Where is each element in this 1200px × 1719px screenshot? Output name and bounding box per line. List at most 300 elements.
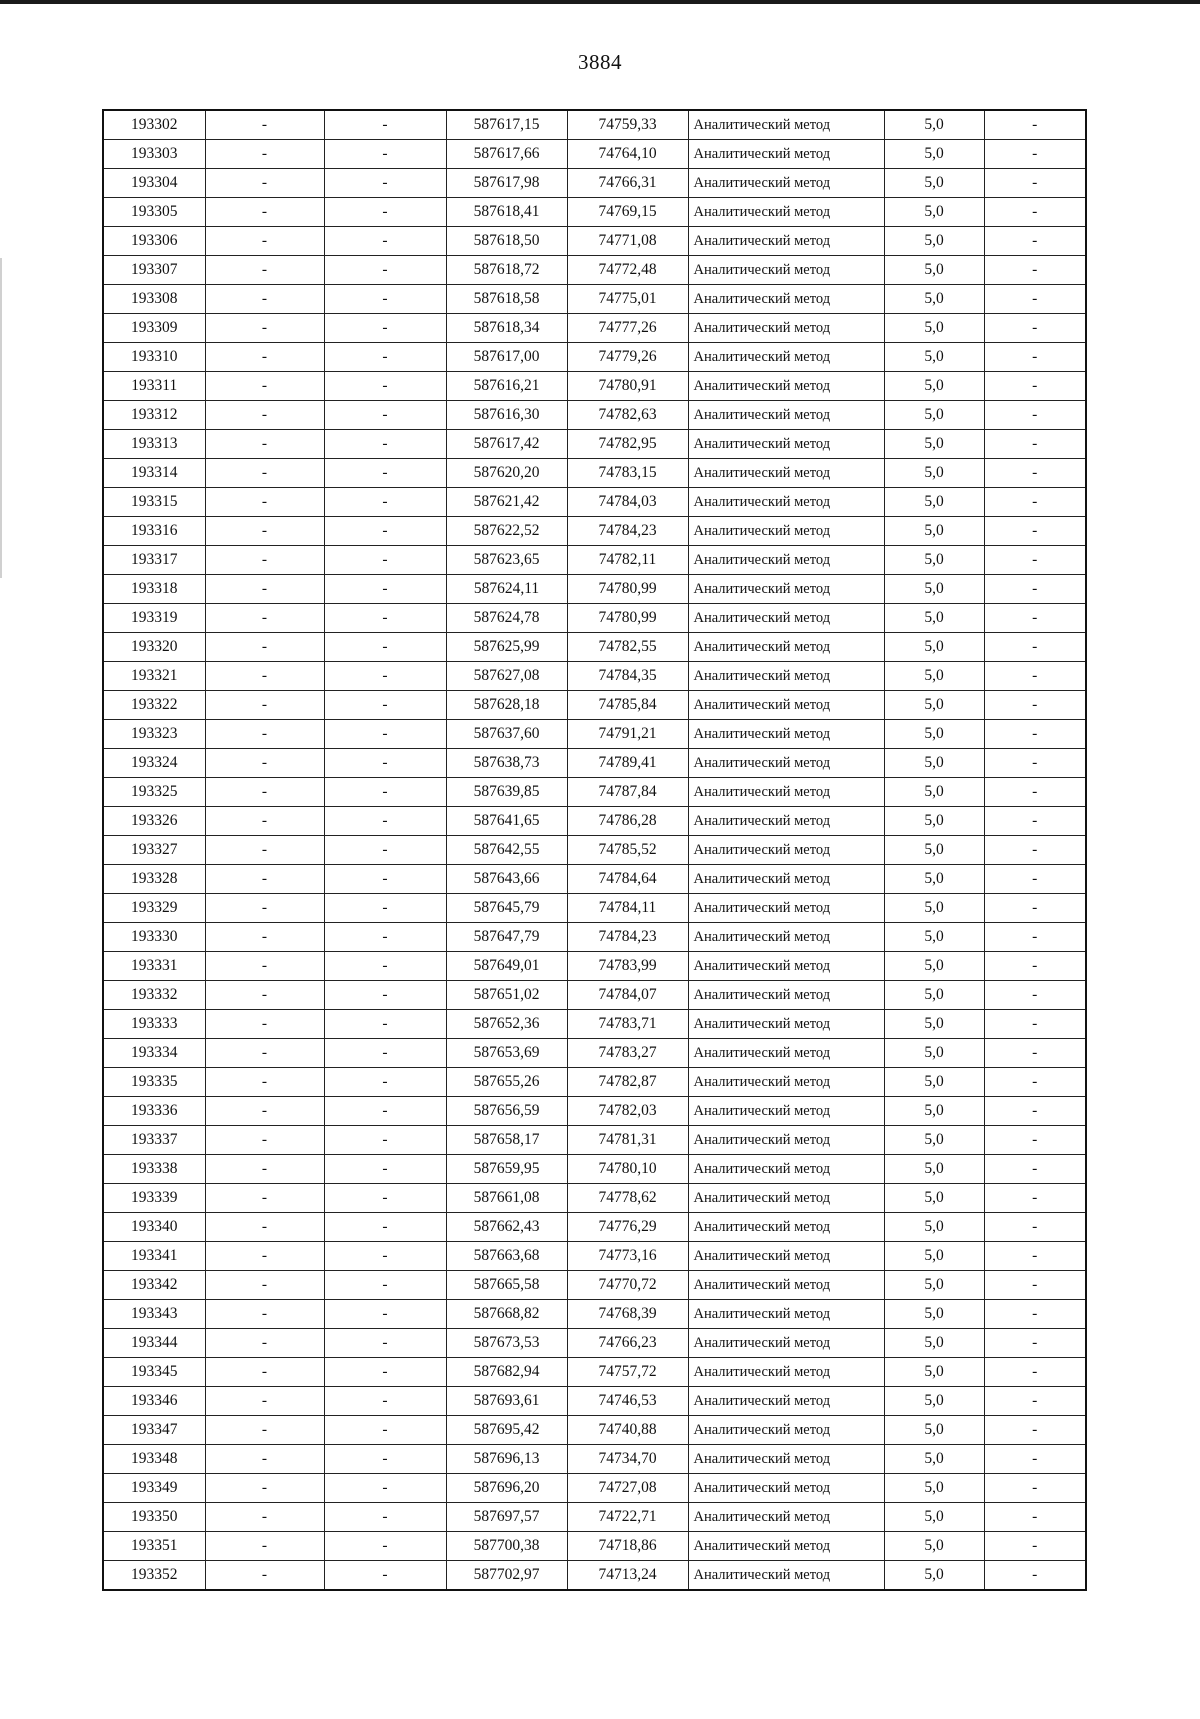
cell-coord-x: 587652,36 (446, 1010, 567, 1039)
cell-col-3: - (324, 575, 446, 604)
cell-col-2: - (205, 1213, 324, 1242)
cell-method: Аналитический метод (688, 169, 884, 198)
cell-coord-y: 74784,03 (567, 488, 688, 517)
table-row (103, 662, 1086, 691)
table-row (103, 720, 1086, 749)
cell-col-2: - (205, 169, 324, 198)
cell-method: Аналитический метод (688, 1126, 884, 1155)
cell-note: - (984, 1416, 1086, 1445)
cell-coord-x: 587617,98 (446, 169, 567, 198)
table-row (103, 633, 1086, 662)
cell-method: Аналитический метод (688, 1068, 884, 1097)
cell-point-id: 193340 (103, 1213, 205, 1242)
cell-point-id: 193302 (103, 110, 205, 140)
cell-method: Аналитический метод (688, 517, 884, 546)
cell-point-id: 193312 (103, 401, 205, 430)
cell-point-id: 193323 (103, 720, 205, 749)
cell-precision: 5,0 (884, 488, 984, 517)
cell-coord-y: 74784,64 (567, 865, 688, 894)
cell-coord-y: 74785,84 (567, 691, 688, 720)
table-row (103, 459, 1086, 488)
cell-coord-x: 587623,65 (446, 546, 567, 575)
scan-top-edge (0, 0, 1200, 4)
cell-precision: 5,0 (884, 256, 984, 285)
cell-point-id: 193333 (103, 1010, 205, 1039)
cell-note: - (984, 1474, 1086, 1503)
cell-note: - (984, 894, 1086, 923)
cell-col-3: - (324, 459, 446, 488)
cell-precision: 5,0 (884, 314, 984, 343)
cell-precision: 5,0 (884, 140, 984, 169)
table-row (103, 1213, 1086, 1242)
table-row (103, 517, 1086, 546)
cell-col-2: - (205, 1068, 324, 1097)
cell-precision: 5,0 (884, 1300, 984, 1329)
cell-coord-y: 74722,71 (567, 1503, 688, 1532)
cell-point-id: 193352 (103, 1561, 205, 1591)
cell-col-2: - (205, 894, 324, 923)
cell-method: Аналитический метод (688, 256, 884, 285)
cell-note: - (984, 1097, 1086, 1126)
cell-precision: 5,0 (884, 1068, 984, 1097)
cell-precision: 5,0 (884, 1242, 984, 1271)
cell-col-3: - (324, 285, 446, 314)
table-row (103, 488, 1086, 517)
table-row (103, 1126, 1086, 1155)
cell-precision: 5,0 (884, 720, 984, 749)
cell-coord-y: 74775,01 (567, 285, 688, 314)
cell-col-2: - (205, 1561, 324, 1591)
cell-col-2: - (205, 749, 324, 778)
cell-note: - (984, 227, 1086, 256)
cell-col-3: - (324, 343, 446, 372)
cell-col-3: - (324, 865, 446, 894)
cell-point-id: 193331 (103, 952, 205, 981)
cell-coord-y: 74784,35 (567, 662, 688, 691)
table-row (103, 778, 1086, 807)
cell-col-3: - (324, 1213, 446, 1242)
cell-col-2: - (205, 1242, 324, 1271)
cell-precision: 5,0 (884, 459, 984, 488)
cell-note: - (984, 604, 1086, 633)
cell-note: - (984, 343, 1086, 372)
cell-precision: 5,0 (884, 894, 984, 923)
table-row (103, 1329, 1086, 1358)
cell-col-2: - (205, 285, 324, 314)
table-row (103, 1010, 1086, 1039)
cell-col-3: - (324, 1416, 446, 1445)
cell-point-id: 193322 (103, 691, 205, 720)
table-row (103, 546, 1086, 575)
cell-col-3: - (324, 1155, 446, 1184)
cell-coord-y: 74791,21 (567, 720, 688, 749)
cell-col-3: - (324, 198, 446, 227)
cell-precision: 5,0 (884, 1387, 984, 1416)
cell-precision: 5,0 (884, 778, 984, 807)
cell-precision: 5,0 (884, 662, 984, 691)
cell-coord-x: 587702,97 (446, 1561, 567, 1591)
cell-col-2: - (205, 401, 324, 430)
cell-coord-y: 74764,10 (567, 140, 688, 169)
cell-point-id: 193305 (103, 198, 205, 227)
cell-col-3: - (324, 952, 446, 981)
cell-point-id: 193318 (103, 575, 205, 604)
cell-precision: 5,0 (884, 372, 984, 401)
cell-point-id: 193306 (103, 227, 205, 256)
cell-note: - (984, 1329, 1086, 1358)
cell-col-2: - (205, 1474, 324, 1503)
cell-coord-y: 74769,15 (567, 198, 688, 227)
cell-col-2: - (205, 1300, 324, 1329)
cell-coord-x: 587617,42 (446, 430, 567, 459)
cell-method: Аналитический метод (688, 488, 884, 517)
cell-col-2: - (205, 372, 324, 401)
cell-note: - (984, 430, 1086, 459)
cell-col-3: - (324, 1010, 446, 1039)
cell-method: Аналитический метод (688, 1358, 884, 1387)
cell-method: Аналитический метод (688, 1242, 884, 1271)
cell-point-id: 193309 (103, 314, 205, 343)
cell-point-id: 193328 (103, 865, 205, 894)
cell-col-2: - (205, 198, 324, 227)
cell-coord-x: 587628,18 (446, 691, 567, 720)
cell-col-3: - (324, 1271, 446, 1300)
cell-coord-y: 74780,99 (567, 604, 688, 633)
cell-coord-x: 587621,42 (446, 488, 567, 517)
cell-coord-x: 587700,38 (446, 1532, 567, 1561)
table-row (103, 981, 1086, 1010)
cell-note: - (984, 285, 1086, 314)
cell-method: Аналитический метод (688, 691, 884, 720)
table-row (103, 575, 1086, 604)
cell-col-2: - (205, 256, 324, 285)
cell-coord-x: 587624,78 (446, 604, 567, 633)
cell-note: - (984, 778, 1086, 807)
cell-col-2: - (205, 1097, 324, 1126)
cell-note: - (984, 1068, 1086, 1097)
cell-precision: 5,0 (884, 1329, 984, 1358)
cell-col-2: - (205, 1387, 324, 1416)
cell-col-3: - (324, 1503, 446, 1532)
cell-coord-y: 74780,99 (567, 575, 688, 604)
cell-point-id: 193348 (103, 1445, 205, 1474)
cell-note: - (984, 140, 1086, 169)
table-row (103, 1416, 1086, 1445)
cell-col-3: - (324, 1126, 446, 1155)
table-row (103, 807, 1086, 836)
cell-coord-x: 587696,20 (446, 1474, 567, 1503)
cell-col-2: - (205, 865, 324, 894)
cell-coord-x: 587696,13 (446, 1445, 567, 1474)
cell-col-2: - (205, 1155, 324, 1184)
cell-coord-y: 74783,99 (567, 952, 688, 981)
cell-precision: 5,0 (884, 401, 984, 430)
cell-precision: 5,0 (884, 227, 984, 256)
cell-coord-x: 587637,60 (446, 720, 567, 749)
cell-point-id: 193345 (103, 1358, 205, 1387)
table-row (103, 836, 1086, 865)
cell-point-id: 193347 (103, 1416, 205, 1445)
cell-point-id: 193338 (103, 1155, 205, 1184)
cell-note: - (984, 749, 1086, 778)
cell-coord-y: 74757,72 (567, 1358, 688, 1387)
cell-precision: 5,0 (884, 1271, 984, 1300)
table-row (103, 691, 1086, 720)
cell-col-3: - (324, 1329, 446, 1358)
table-row (103, 1097, 1086, 1126)
cell-note: - (984, 1039, 1086, 1068)
table-row (103, 1358, 1086, 1387)
cell-method: Аналитический метод (688, 865, 884, 894)
cell-method: Аналитический метод (688, 807, 884, 836)
cell-coord-x: 587697,57 (446, 1503, 567, 1532)
cell-col-2: - (205, 1271, 324, 1300)
cell-precision: 5,0 (884, 169, 984, 198)
cell-col-2: - (205, 633, 324, 662)
cell-col-2: - (205, 1010, 324, 1039)
cell-method: Аналитический метод (688, 1155, 884, 1184)
cell-col-3: - (324, 1097, 446, 1126)
cell-method: Аналитический метод (688, 459, 884, 488)
table-row (103, 256, 1086, 285)
table-row (103, 604, 1086, 633)
cell-coord-x: 587653,69 (446, 1039, 567, 1068)
cell-method: Аналитический метод (688, 372, 884, 401)
cell-col-3: - (324, 372, 446, 401)
cell-precision: 5,0 (884, 923, 984, 952)
cell-note: - (984, 1300, 1086, 1329)
cell-coord-y: 74780,91 (567, 372, 688, 401)
cell-coord-x: 587682,94 (446, 1358, 567, 1387)
cell-coord-x: 587651,02 (446, 981, 567, 1010)
cell-point-id: 193332 (103, 981, 205, 1010)
cell-precision: 5,0 (884, 1213, 984, 1242)
cell-precision: 5,0 (884, 343, 984, 372)
cell-method: Аналитический метод (688, 952, 884, 981)
table-row (103, 1068, 1086, 1097)
cell-coord-x: 587658,17 (446, 1126, 567, 1155)
cell-note: - (984, 952, 1086, 981)
cell-coord-x: 587665,58 (446, 1271, 567, 1300)
cell-coord-y: 74778,62 (567, 1184, 688, 1213)
cell-col-3: - (324, 140, 446, 169)
cell-coord-x: 587618,41 (446, 198, 567, 227)
cell-precision: 5,0 (884, 1155, 984, 1184)
scan-left-mark (0, 258, 2, 578)
cell-coord-y: 74784,07 (567, 981, 688, 1010)
cell-precision: 5,0 (884, 865, 984, 894)
cell-note: - (984, 691, 1086, 720)
cell-note: - (984, 488, 1086, 517)
cell-precision: 5,0 (884, 1445, 984, 1474)
cell-col-2: - (205, 546, 324, 575)
cell-point-id: 193315 (103, 488, 205, 517)
cell-coord-y: 74782,95 (567, 430, 688, 459)
cell-col-2: - (205, 343, 324, 372)
cell-col-2: - (205, 1184, 324, 1213)
cell-method: Аналитический метод (688, 285, 884, 314)
cell-coord-x: 587625,99 (446, 633, 567, 662)
cell-note: - (984, 807, 1086, 836)
cell-note: - (984, 720, 1086, 749)
cell-col-2: - (205, 1532, 324, 1561)
cell-col-3: - (324, 227, 446, 256)
cell-col-2: - (205, 662, 324, 691)
cell-note: - (984, 1126, 1086, 1155)
cell-coord-y: 74784,23 (567, 517, 688, 546)
cell-coord-y: 74773,16 (567, 1242, 688, 1271)
cell-coord-x: 587627,08 (446, 662, 567, 691)
cell-col-2: - (205, 459, 324, 488)
cell-note: - (984, 633, 1086, 662)
cell-coord-y: 74777,26 (567, 314, 688, 343)
cell-col-2: - (205, 923, 324, 952)
cell-method: Аналитический метод (688, 1039, 884, 1068)
table-row (103, 343, 1086, 372)
cell-point-id: 193314 (103, 459, 205, 488)
cell-coord-x: 587617,15 (446, 110, 567, 140)
cell-method: Аналитический метод (688, 604, 884, 633)
table-row (103, 430, 1086, 459)
cell-method: Аналитический метод (688, 1300, 884, 1329)
cell-precision: 5,0 (884, 836, 984, 865)
cell-method: Аналитический метод (688, 662, 884, 691)
cell-point-id: 193320 (103, 633, 205, 662)
cell-note: - (984, 314, 1086, 343)
cell-method: Аналитический метод (688, 546, 884, 575)
cell-coord-x: 587624,11 (446, 575, 567, 604)
cell-col-3: - (324, 488, 446, 517)
cell-col-3: - (324, 169, 446, 198)
cell-col-3: - (324, 691, 446, 720)
cell-col-2: - (205, 1329, 324, 1358)
cell-coord-x: 587668,82 (446, 1300, 567, 1329)
cell-method: Аналитический метод (688, 1329, 884, 1358)
cell-precision: 5,0 (884, 1532, 984, 1561)
cell-precision: 5,0 (884, 1126, 984, 1155)
cell-coord-x: 587661,08 (446, 1184, 567, 1213)
cell-point-id: 193346 (103, 1387, 205, 1416)
table-row (103, 1300, 1086, 1329)
cell-coord-y: 74766,23 (567, 1329, 688, 1358)
cell-coord-x: 587639,85 (446, 778, 567, 807)
cell-note: - (984, 459, 1086, 488)
cell-col-3: - (324, 604, 446, 633)
cell-method: Аналитический метод (688, 1387, 884, 1416)
cell-coord-x: 587618,34 (446, 314, 567, 343)
cell-coord-y: 74784,23 (567, 923, 688, 952)
cell-method: Аналитический метод (688, 720, 884, 749)
cell-col-2: - (205, 517, 324, 546)
cell-note: - (984, 1561, 1086, 1591)
cell-col-3: - (324, 256, 446, 285)
cell-coord-y: 74779,26 (567, 343, 688, 372)
cell-method: Аналитический метод (688, 343, 884, 372)
cell-coord-y: 74772,48 (567, 256, 688, 285)
cell-precision: 5,0 (884, 1474, 984, 1503)
cell-col-2: - (205, 1126, 324, 1155)
cell-coord-y: 74783,15 (567, 459, 688, 488)
cell-coord-x: 587642,55 (446, 836, 567, 865)
cell-note: - (984, 662, 1086, 691)
cell-coord-x: 587659,95 (446, 1155, 567, 1184)
cell-method: Аналитический метод (688, 1213, 884, 1242)
cell-precision: 5,0 (884, 1503, 984, 1532)
cell-coord-x: 587693,61 (446, 1387, 567, 1416)
cell-coord-y: 74771,08 (567, 227, 688, 256)
cell-coord-x: 587620,20 (446, 459, 567, 488)
cell-method: Аналитический метод (688, 140, 884, 169)
cell-coord-y: 74727,08 (567, 1474, 688, 1503)
cell-col-2: - (205, 1039, 324, 1068)
cell-coord-y: 74768,39 (567, 1300, 688, 1329)
cell-method: Аналитический метод (688, 314, 884, 343)
cell-precision: 5,0 (884, 807, 984, 836)
cell-col-2: - (205, 778, 324, 807)
cell-col-3: - (324, 894, 446, 923)
table-row (103, 1387, 1086, 1416)
cell-note: - (984, 1213, 1086, 1242)
cell-col-2: - (205, 981, 324, 1010)
cell-note: - (984, 575, 1086, 604)
cell-col-2: - (205, 488, 324, 517)
cell-point-id: 193304 (103, 169, 205, 198)
cell-col-2: - (205, 836, 324, 865)
cell-method: Аналитический метод (688, 633, 884, 662)
cell-col-3: - (324, 633, 446, 662)
cell-coord-x: 587673,53 (446, 1329, 567, 1358)
cell-method: Аналитический метод (688, 1097, 884, 1126)
cell-coord-x: 587618,50 (446, 227, 567, 256)
cell-coord-y: 74783,71 (567, 1010, 688, 1039)
cell-coord-x: 587616,30 (446, 401, 567, 430)
cell-coord-x: 587638,73 (446, 749, 567, 778)
cell-point-id: 193342 (103, 1271, 205, 1300)
table-row (103, 110, 1086, 140)
table-row (103, 1155, 1086, 1184)
cell-coord-x: 587643,66 (446, 865, 567, 894)
cell-method: Аналитический метод (688, 1184, 884, 1213)
cell-col-2: - (205, 720, 324, 749)
cell-col-3: - (324, 1474, 446, 1503)
cell-point-id: 193325 (103, 778, 205, 807)
cell-coord-y: 74770,72 (567, 1271, 688, 1300)
cell-precision: 5,0 (884, 198, 984, 227)
cell-coord-y: 74783,27 (567, 1039, 688, 1068)
cell-method: Аналитический метод (688, 1445, 884, 1474)
cell-method: Аналитический метод (688, 1416, 884, 1445)
cell-col-3: - (324, 1387, 446, 1416)
cell-coord-x: 587645,79 (446, 894, 567, 923)
cell-coord-y: 74782,87 (567, 1068, 688, 1097)
table-row (103, 372, 1086, 401)
cell-precision: 5,0 (884, 1010, 984, 1039)
cell-coord-x: 587695,42 (446, 1416, 567, 1445)
table-row (103, 923, 1086, 952)
cell-col-2: - (205, 807, 324, 836)
table-row (103, 1561, 1086, 1591)
cell-method: Аналитический метод (688, 981, 884, 1010)
cell-note: - (984, 198, 1086, 227)
cell-coord-y: 74786,28 (567, 807, 688, 836)
cell-col-2: - (205, 1358, 324, 1387)
cell-coord-x: 587617,00 (446, 343, 567, 372)
cell-coord-y: 74782,55 (567, 633, 688, 662)
cell-note: - (984, 1010, 1086, 1039)
cell-point-id: 193303 (103, 140, 205, 169)
cell-method: Аналитический метод (688, 778, 884, 807)
cell-method: Аналитический метод (688, 1010, 884, 1039)
